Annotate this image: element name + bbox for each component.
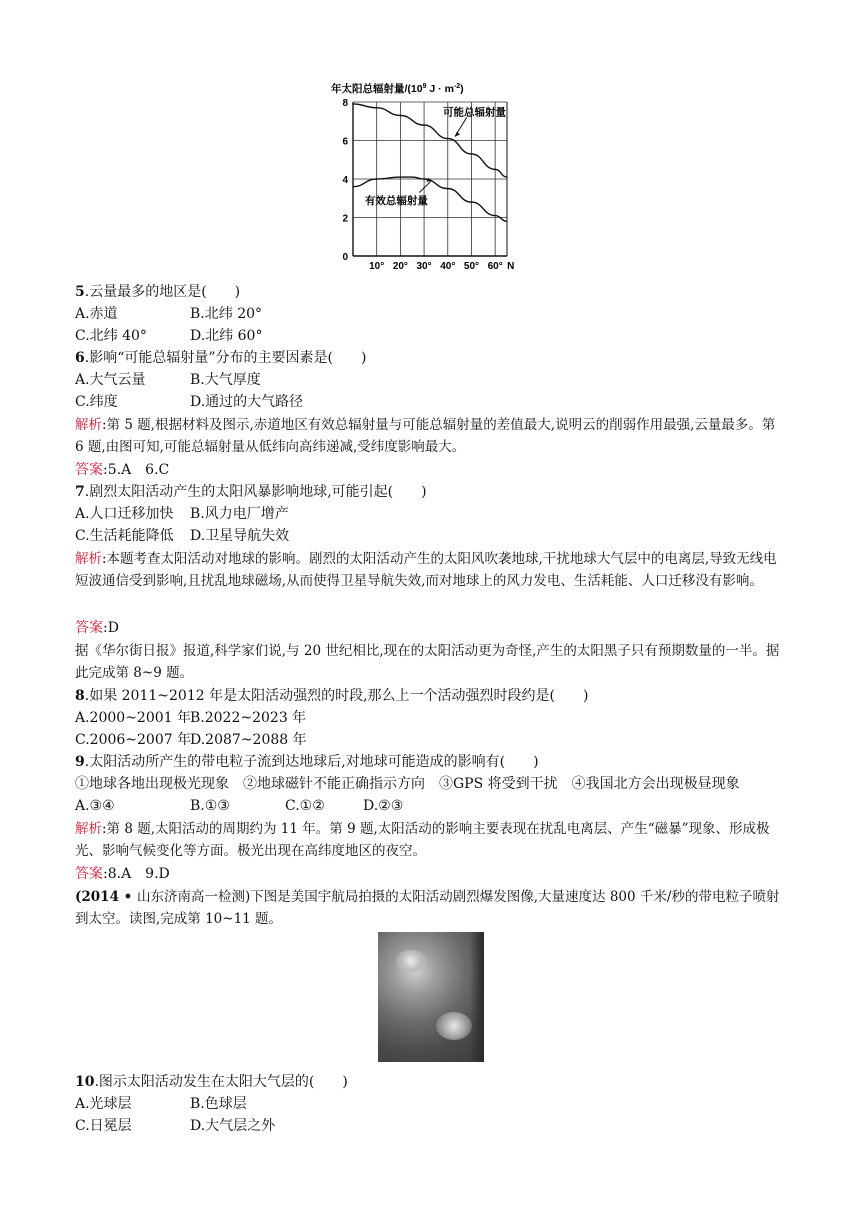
y-tick-label: 6 [342,136,348,148]
q7-option-a: A.人口迁移加快 [75,506,174,522]
q5-stem: 5.云量最多的地区是( ) [75,284,241,300]
q8-option-c: C.2006~2007 年 [75,732,192,748]
q7-option-d: D.卫星导航失效 [190,528,290,544]
answer-7: 答案:D [75,620,119,636]
q8-option-a: A.2000~2001 年 [75,710,191,726]
explanation-7: 解析:本题考查太阳活动对地球的影响。剧烈的太阳活动产生的太阳风吹袭地球,干扰地球大气层中的电离层,导致无线电短波通信受到影响,且扰乱地球磁场,从而使得卫星导航失效,而对地球上的风力发电、生活耗能、人口迁移没有影响。 [75,551,777,589]
q7-option-b: B.风力电厂增产 [190,506,289,522]
q9-option-d: D.②③ [363,798,404,814]
q5-option-c: C.北纬 40° [75,328,147,344]
q6-option-a: A.大气云量 [75,372,146,388]
y-tick-label: 2 [342,213,348,225]
x-tick-label: 50° [463,261,480,272]
series-arrowhead-0 [455,132,460,137]
q6-stem: 6.影响“可能总辐射量”分布的主要因素是( ) [75,350,367,366]
q10-option-b: B.色球层 [190,1096,247,1112]
q5-options-cd [75,326,262,346]
y-tick-label: 8 [342,98,348,109]
q6-option-c: C.纬度 [75,394,118,410]
q8-option-b: B.2022~2023 年 [190,710,307,726]
q6-option-b: B.大气厚度 [190,372,261,388]
q10-options-cd [75,1116,275,1136]
q6-options-cd [75,392,303,412]
y-tick-label: 0 [342,252,348,263]
x-tick-label: 30° [416,261,432,272]
q9-options [75,796,403,816]
explanation-8-9: 解析:第 8 题,太阳活动的周期约为 11 年。第 9 题,太阳活动的影响主要表现在扰乱电离层、产生“磁暴”现象、形成极光、影响气候变化等方面。极光出现在高纬度地区的夜空。 [75,821,770,859]
x-tick-label: 60° [487,261,503,272]
chart-ticks [342,98,514,272]
q10-option-a: A.光球层 [75,1096,132,1112]
series-label-1: 有效总辐射量 [364,195,428,208]
q10-options-ab [75,1094,247,1114]
x-tick-label: 20° [392,261,408,272]
q7-option-c: C.生活耗能降低 [75,528,174,544]
chart-annotations [365,105,507,207]
passage-8-9: 据《华尔街日报》报道,科学家们说,与 20 世纪相比,现在的太阳活动更为奇怪,产生的太阳黑子只有预期数量的一半。据此完成第 8~9 题。 [75,643,780,681]
q10-option-d: D.大气层之外 [190,1118,276,1134]
solar-activity-image [378,932,484,1062]
q7-options-cd [75,526,289,546]
q6-options-ab [75,370,261,390]
q5-options-ab [75,304,262,324]
q7-options-ab [75,504,289,524]
passage-10-11: (2014 • 山东济南高一检测)下图是美国宇航局拍摄的太阳活动剧烈爆发图像,大量速度达 800 千米/秒的带电粒子喷射到太空。读图,完成第 10~11 题。 [75,889,780,927]
chart-ylabel: 年太阳总辐射量$/(10^9$ $J \cdot m^{-2}$) [331,83,464,95]
explanation-5-6: 解析:第 5 题,根据材料及图示,赤道地区有效总辐射量与可能总辐射量的差值最大,说明云的削弱作用最强,云量最多。第 6 题,由图可知,可能总辐射量从低纬向高纬递减,受纬度影响最大。 [75,417,776,455]
x-tick-label: 10° [369,261,385,272]
q10-stem: 10.图示太阳活动发生在太阳大气层的( ) [75,1074,348,1090]
series-arrow-1 [419,181,431,193]
answer-8-9: 答案:8.A 9.D [75,866,170,882]
q5-option-b: B.北纬 20° [190,306,263,322]
series-label-0: 可能总辐射量 [443,106,507,119]
q9-option-b: B.①③ [190,798,230,814]
q8-options-cd [75,730,307,750]
q8-option-d: D.2087~2088 年 [190,732,307,748]
q10-option-c: C.日冕层 [75,1118,132,1134]
x-tick-label: 40° [440,261,456,272]
q9-option-a: A.③④ [75,798,115,814]
q9-stem: 9.太阳活动所产生的带电粒子流到达地球后,对地球可能造成的影响有( ) [75,754,539,770]
q8-stem: 8.如果 2011~2012 年是太阳活动强烈的时段,那么上一个活动强烈时段约是( ) [75,688,589,704]
y-tick-label: 4 [342,175,348,186]
q9-items: ①地球各地出现极光现象 ②地球磁针不能正确指示方向 ③GPS 将受到干扰 ④我国北方会出现极昼现象 [75,776,740,792]
q7-stem: 7.剧烈太阳活动产生的太阳风暴影响地球,可能引起( ) [75,484,427,500]
q9-option-c: C.①② [285,798,325,814]
radiation-chart [325,78,535,274]
q5-option-d: D.北纬 60° [190,328,263,344]
answer-5-6: 答案:5.A 6.C [75,462,170,478]
q5-option-a: A.赤道 [75,306,118,322]
x-unit-label: N [507,261,515,272]
q6-option-d: D.通过的大气路径 [190,394,304,410]
q8-options-ab [75,708,306,728]
